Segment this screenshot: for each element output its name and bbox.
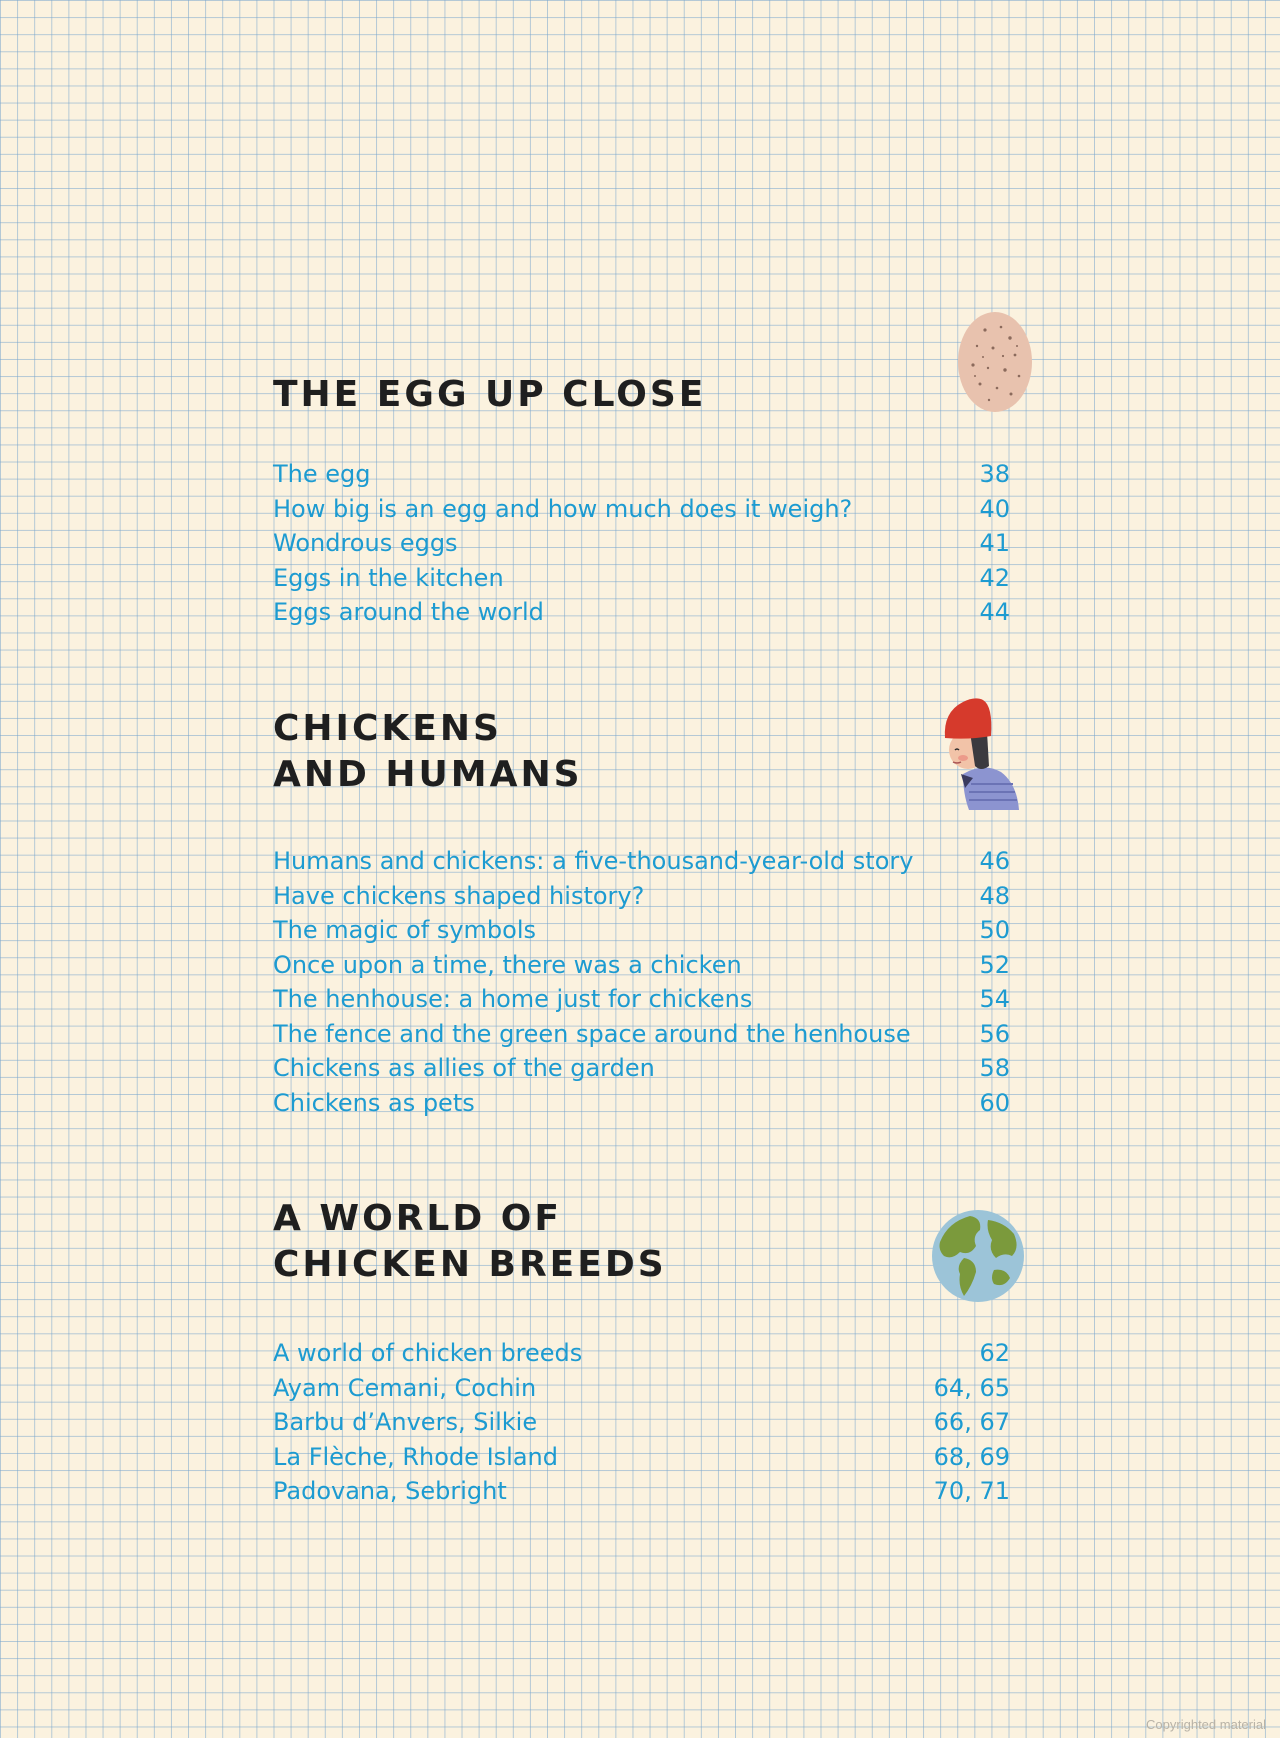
entry-page: 56 <box>979 1019 1010 1048</box>
section-heading-world-of-chicken-breeds <box>273 1196 667 1288</box>
globe-icon <box>930 1208 1026 1309</box>
heading-line: A WORLD OF <box>273 1198 562 1239</box>
toc-entry[interactable] <box>273 1474 1010 1509</box>
toc-entry[interactable] <box>273 844 1010 879</box>
toc-entry[interactable] <box>273 1017 1010 1052</box>
entry-title: Humans and chickens: a five-thousand-year-old story <box>273 847 914 875</box>
entry-title: The fence and the green space around the henhouse <box>273 1019 911 1048</box>
entry-title: Eggs in the kitchen <box>273 563 504 592</box>
entry-title: Padovana, Sebright <box>273 1477 507 1505</box>
section-heading-chickens-and-humans <box>273 706 583 798</box>
entry-page: 58 <box>979 1054 1010 1082</box>
entry-page: 40 <box>979 494 1010 523</box>
entry-page: 54 <box>979 985 1010 1013</box>
person-red-cap-icon <box>935 692 1025 822</box>
entry-title: Wondrous eggs <box>273 529 458 557</box>
egg-icon <box>955 310 1035 419</box>
toc-entry[interactable] <box>273 982 1010 1017</box>
toc-entry[interactable] <box>273 948 1010 983</box>
toc-entry[interactable] <box>273 1336 1010 1371</box>
toc-entry[interactable] <box>273 595 1010 630</box>
entry-title: Barbu d’Anvers, Silkie <box>273 1408 538 1436</box>
entry-page: 38 <box>979 460 1010 488</box>
section-heading-egg-up-close <box>273 372 706 418</box>
entry-title: The henhouse: a home just for chickens <box>273 985 753 1013</box>
toc-entry[interactable] <box>273 913 1010 948</box>
heading-line: THE EGG UP CLOSE <box>273 374 707 415</box>
toc-entry[interactable] <box>273 1371 1010 1406</box>
entry-page: 60 <box>979 1088 1010 1117</box>
toc-entry[interactable] <box>273 492 1010 527</box>
entry-page: 64, 65 <box>933 1373 1010 1402</box>
copyright-notice: Copyrighted material <box>1146 1717 1266 1732</box>
entry-page: 52 <box>979 950 1010 979</box>
entry-page: 46 <box>979 847 1010 875</box>
toc-list-world-of-chicken-breeds <box>273 1336 1010 1509</box>
toc-entry[interactable] <box>273 526 1010 561</box>
toc-list-egg-up-close <box>273 457 1010 630</box>
entry-page: 42 <box>979 563 1010 592</box>
entry-title: Chickens as allies of the garden <box>273 1054 655 1082</box>
entry-title: Once upon a time, there was a chicken <box>273 950 742 979</box>
entry-title: Ayam Cemani, Cochin <box>273 1373 537 1402</box>
entry-title: Have chickens shaped history? <box>273 881 645 910</box>
toc-entry[interactable] <box>273 457 1010 492</box>
entry-page: 48 <box>979 881 1010 910</box>
toc-entry[interactable] <box>273 1051 1010 1086</box>
toc-entry[interactable] <box>273 561 1010 596</box>
heading-line: AND HUMANS <box>273 754 583 795</box>
entry-page: 50 <box>979 916 1010 944</box>
entry-title: The magic of symbols <box>273 916 537 944</box>
toc-entry[interactable] <box>273 1405 1010 1440</box>
toc-entry[interactable] <box>273 1086 1010 1121</box>
entry-title: The egg <box>273 460 371 488</box>
toc-list-chickens-and-humans <box>273 844 1010 1120</box>
entry-title: Eggs around the world <box>273 598 544 626</box>
heading-line: CHICKENS <box>273 708 502 749</box>
entry-page: 41 <box>979 529 1010 557</box>
entry-title: How big is an egg and how much does it weigh? <box>273 494 853 523</box>
entry-title: La Flèche, Rhode Island <box>273 1442 558 1471</box>
entry-page: 44 <box>979 598 1010 626</box>
toc-entry[interactable] <box>273 1440 1010 1475</box>
entry-title: Chickens as pets <box>273 1088 475 1117</box>
entry-page: 70, 71 <box>933 1477 1010 1505</box>
entry-title: A world of chicken breeds <box>273 1339 583 1367</box>
entry-page: 62 <box>979 1339 1010 1367</box>
toc-entry[interactable] <box>273 879 1010 914</box>
entry-page: 68, 69 <box>933 1442 1010 1471</box>
entry-page: 66, 67 <box>933 1408 1010 1436</box>
heading-line: CHICKEN BREEDS <box>273 1244 667 1285</box>
